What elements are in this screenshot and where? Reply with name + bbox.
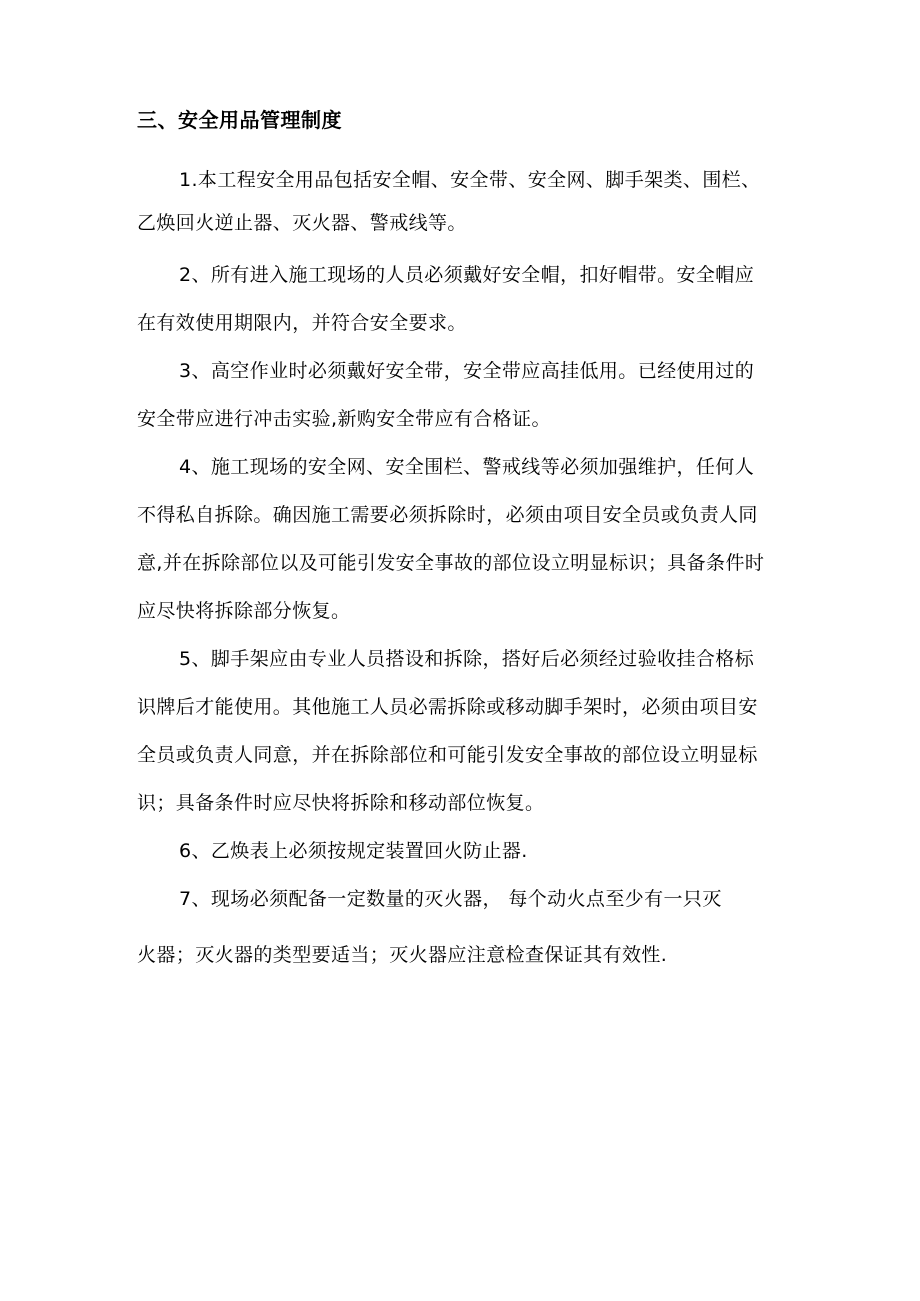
paragraph-4-line-4: 应尽快将拆除部分恢复。 <box>137 600 351 622</box>
paragraph-3-line-1: 3、高空作业时必须戴好安全带，安全带应高挂低用。已经使用过的 <box>179 360 755 382</box>
paragraph-5-line-1: 5、脚手架应由专业人员搭设和拆除，搭好后必须经过验收挂合格标 <box>179 648 755 670</box>
paragraph-4-line-1: 4、施工现场的安全网、安全围栏、警戒线等必须加强维护，任何人 <box>179 456 755 478</box>
paragraph-1-line-2: 乙焕回火逆止器、灭火器、警戒线等。 <box>137 212 467 234</box>
paragraph-3-line-2: 安全带应进行冲击实验,新购安全带应有合格证。 <box>137 408 551 430</box>
paragraph-5-line-2: 识牌后才能使用。其他施工人员必需拆除或移动脚手架时，必须由项目安 <box>137 696 758 718</box>
paragraph-5-line-3: 全员或负责人同意，并在拆除部位和可能引发安全事故的部位设立明显标 <box>137 744 758 766</box>
paragraph-2-line-1: 2、所有进入施工现场的人员必须戴好安全帽，扣好帽带。安全帽应 <box>179 264 755 286</box>
paragraph-2-line-2: 在有效使用期限内，并符合安全要求。 <box>137 312 467 334</box>
paragraph-5-line-4: 识；具备条件时应尽快将拆除和移动部位恢复。 <box>137 792 545 814</box>
paragraph-4-line-3: 意,并在拆除部位以及可能引发安全事故的部位设立明显标识；具备条件时 <box>137 552 765 574</box>
paragraph-7-line-1: 7、现场必须配备一定数量的灭火器， 每个动火点至少有一只灭 <box>179 888 722 910</box>
section-heading: 三、安全用品管理制度 <box>137 108 342 132</box>
paragraph-7-line-2: 火器；灭火器的类型要适当；灭火器应注意检查保证其有效性. <box>137 944 668 966</box>
paragraph-4-line-2: 不得私自拆除。确因施工需要必须拆除时，必须由项目安全员或负责人同 <box>137 504 758 526</box>
paragraph-1-line-1: 1.本工程安全用品包括安全帽、安全带、安全网、脚手架类、围栏、 <box>179 169 761 191</box>
paragraph-6-line-1: 6、乙焕表上必须按规定装置回火防止器. <box>179 840 528 862</box>
